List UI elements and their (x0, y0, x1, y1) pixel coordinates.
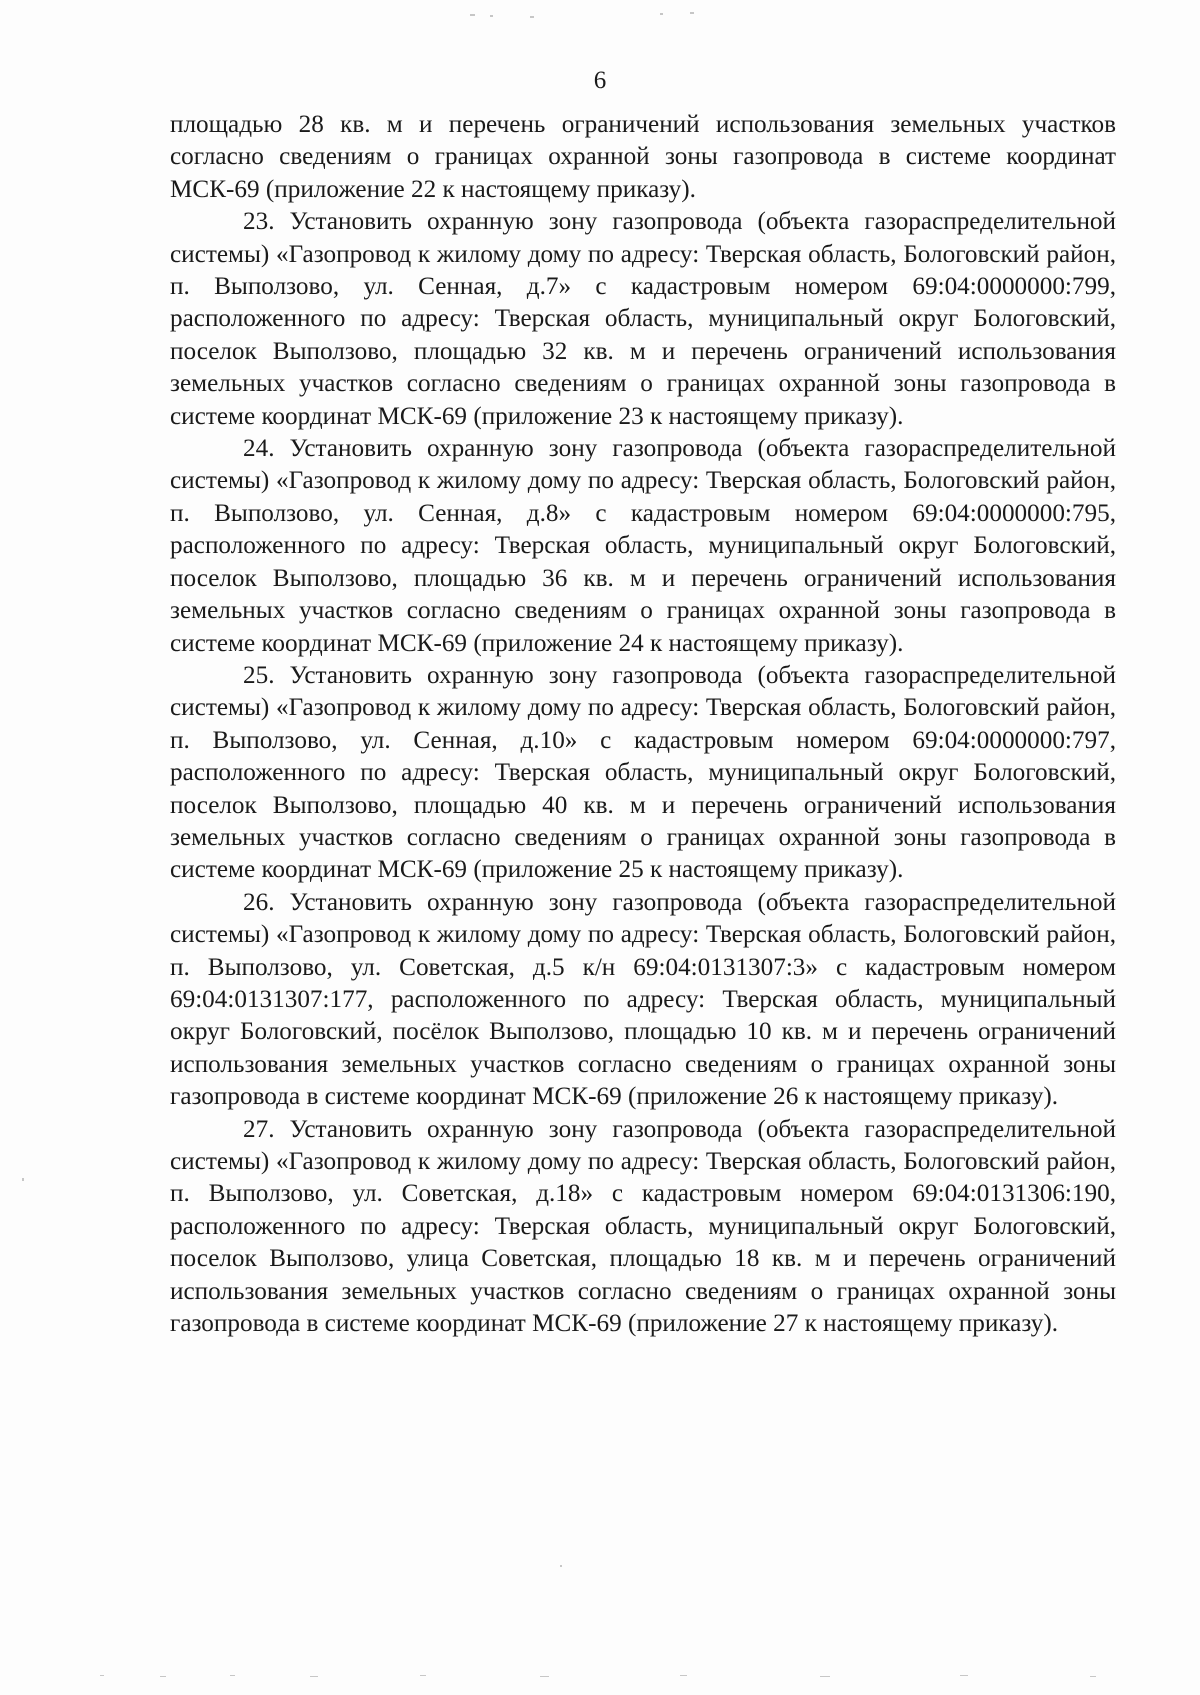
document-body (170, 109, 1116, 1340)
paragraph-item-24: 24. Установить охранную зону газопровода (объекта газораспределительной системы) «Газопровод к жилому дому по адресу: Тверская область, Бологовский район, п. Выползово, ул. Сенная, д.8» с кадастровым номером 69:04:0000000:795, расположенного по адресу: Тверская область, муниципальный округ Бологовский, поселок Выползово, площадью 36 кв. м и перечень ограничений использования земельных участков согласно сведениям о границах охранной зоны газопровода в системе координат МСК-69 (приложение 24 к настоящему приказу). (170, 435, 1116, 657)
paragraph-continuation: площадью 28 кв. м и перечень ограничений использования земельных участков согласно сведениям о границах охранной зоны газопровода в системе координат МСК-69 (приложение 22 к настоящему приказу). (170, 111, 1116, 203)
paragraph-item-26: 26. Установить охранную зону газопровода (объекта газораспределительной системы) «Газопровод к жилому дому по адресу: Тверская область, Бологовский район, п. Выползово, ул. Советская, д.5 к/н 69:04:0131307:3» с кадастровым номером 69:04:0131307:177, расположенного по адресу: Тверская область, муниципальный округ Бологовский, посёлок Выползово, площадью 10 кв. м и перечень ограничений использования земельных участков согласно сведениям о границах охранной зоны газопровода в системе координат МСК-69 (приложение 26 к настоящему приказу). (170, 888, 1116, 1111)
paragraph-item-25: 25. Установить охранную зону газопровода (объекта газораспределительной системы) «Газопровод к жилому дому по адресу: Тверская область, Бологовский район, п. Выползово, ул. Сенная, д.10» с кадастровым номером 69:04:0000000:797, расположенного по адресу: Тверская область, муниципальный округ Бологовский, поселок Выползово, площадью 40 кв. м и перечень ограничений использования земельных участков согласно сведениям о границах охранной зоны газопровода в системе координат МСК-69 (приложение 25 к настоящему приказу). (170, 661, 1116, 884)
paragraph-item-23: 23. Установить охранную зону газопровода (объекта газораспределительной системы) «Газопровод к жилому дому по адресу: Тверская область, Бологовский район, п. Выползово, ул. Сенная, д.7» с кадастровым номером 69:04:0000000:799, расположенного по адресу: Тверская область, муниципальный округ Бологовский, поселок Выползово, площадью 32 кв. м и перечень ограничений использования земельных участков согласно сведениям о границах охранной зоны газопровода в системе координат МСК-69 (приложение 23 к настоящему приказу). (170, 208, 1116, 430)
paragraph-item-27: 27. Установить охранную зону газопровода (объекта газораспределительной системы) «Газопровод к жилому дому по адресу: Тверская область, Бологовский район, п. Выползово, ул. Советская, д.18» с кадастровым номером 69:04:0131306:190, расположенного по адресу: Тверская область, муниципальный округ Бологовский, поселок Выползово, улица Советская, площадью 18 кв. м и перечень ограничений использования земельных участков согласно сведениям о границах охранной зоны газопровода в системе координат МСК-69 (приложение 27 к настоящему приказу). (170, 1115, 1116, 1338)
page-number: 6 (593, 67, 607, 94)
